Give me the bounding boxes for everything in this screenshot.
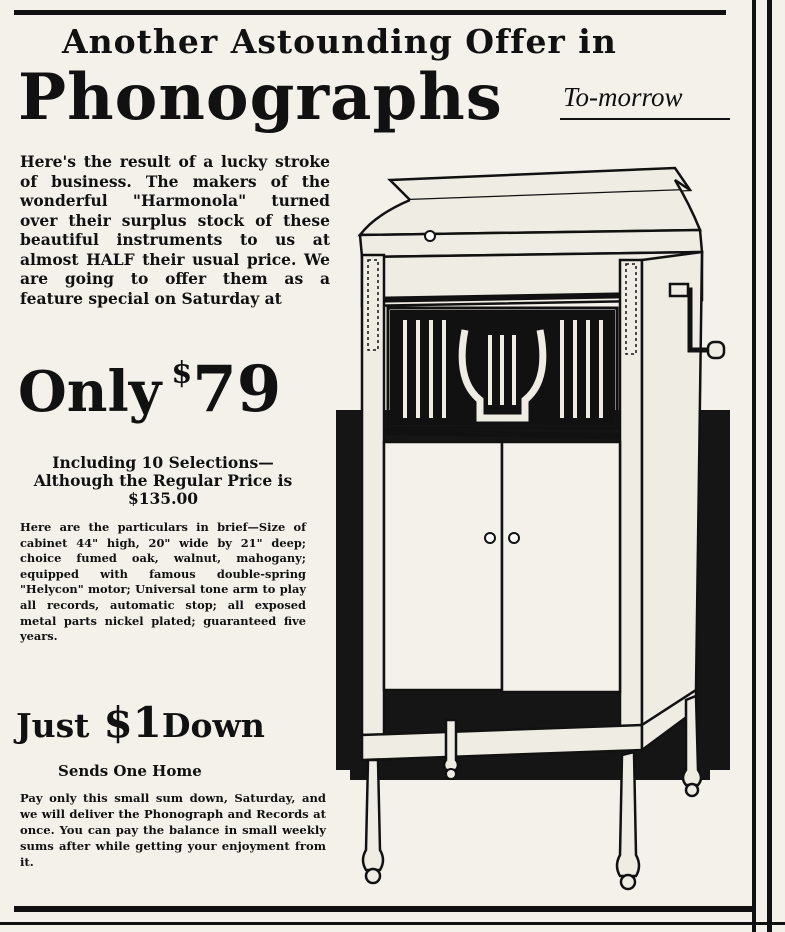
headline-line-1: Another Astounding Offer in [62,22,617,61]
tomorrow-label: To-morrow [563,82,683,112]
right-border-rule-outer [767,0,772,932]
including-text: Including 10 Selections—Although the Regular Price is $135.00 [33,453,293,508]
price-only-word: Only [18,359,162,425]
price-line [18,352,281,427]
top-border-rule [14,10,726,15]
right-post [620,260,642,730]
left-post [362,255,384,735]
down-payment-line [16,698,265,747]
price-amount: 79 [192,352,282,427]
side-panel [642,252,702,725]
tomorrow-underline [560,118,730,120]
door-knob-right [509,533,519,543]
back-left-leg [444,720,458,770]
left-door [384,442,502,690]
pay-only-paragraph: Pay only this small sum down, Saturday, and we will deliver the Phonograph and Records at once. You can pay the balance in small weekly sums after while getting your enjoyment from it. [20,791,326,869]
bottom-border-rule [14,906,754,912]
bottom-border-rule-outer [0,922,785,925]
sends-one-home: Sends One Home [58,762,202,780]
right-door [502,442,620,692]
down-word: Down [161,706,265,745]
particulars-paragraph: Here are the particulars in brief—Size of cabinet 44" high, 20" wide by 21" deep; choice fumed oak, walnut, mahogany; equipped with famous double-spring "Helycon" motor; Universal tone arm to play all records, automatic stop; all exposed metal parts nickel plated; guaranteed five years. [20,520,306,644]
intro-paragraph: Here's the result of a lucky stroke of business. The makers of the wonderful "Harmonola" turned over their surplus stock of these beautiful instruments to us at almost HALF their usual price. We are going to offer them as a feature special on Saturday at [20,152,330,308]
phonograph-cabinet-icon [330,160,730,900]
headline-phonographs: Phonographs [18,60,503,135]
down-amount: $1 [103,698,162,747]
price-dollar-sign: $ [171,356,193,391]
down-just-word: Just [16,706,90,745]
right-border-rule [752,0,756,932]
door-knob-left [485,533,495,543]
lid-latch [425,231,435,241]
